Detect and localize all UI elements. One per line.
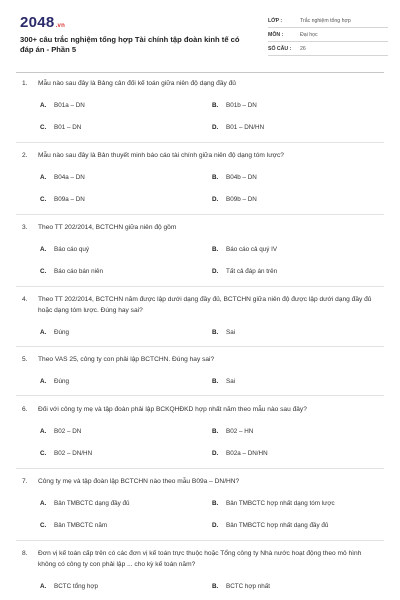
question-stem [22, 78, 378, 89]
answer-option-a[interactable] [40, 428, 81, 435]
question-number: 6. [22, 406, 28, 413]
question-divider [16, 468, 384, 469]
option-letter: B. [212, 500, 219, 507]
option-letter: D. [212, 450, 219, 457]
answer-option-d[interactable] [212, 522, 328, 529]
answer-option-c[interactable] [40, 522, 107, 529]
option-letter: B. [212, 378, 219, 385]
question-divider [16, 346, 384, 347]
answer-option-d[interactable] [212, 124, 264, 131]
option-text: Bản TMBCTC hợp nhất dạng tóm lược [226, 500, 335, 507]
question-stem [22, 294, 378, 316]
option-letter: B. [212, 428, 219, 435]
question-number: 3. [22, 224, 28, 231]
question-number: 8. [22, 550, 28, 557]
logo-suffix-text: .vn [55, 23, 66, 29]
answer-option-b[interactable] [212, 378, 235, 385]
option-letter: D. [212, 522, 219, 529]
option-letter: D. [212, 124, 219, 131]
option-text: B09a – DN [54, 196, 85, 203]
question-number: 2. [22, 152, 28, 159]
option-text: Báo cáo bán niên [54, 268, 104, 275]
option-letter: B. [212, 102, 219, 109]
option-text: Đúng [54, 378, 70, 385]
question-number: 4. [22, 296, 28, 303]
question-text: Theo TT 202/2014, BCTCHN năm được lập dưới dạng đầy đủ, BCTCHN giữa niên độ được lập dưới dạng đầy đủ hoặc dạng tóm lược. Đúng hay sai? [38, 296, 372, 314]
document-title: 300+ câu trắc nghiệm tổng hợp Tài chính tập đoàn kinh tế có đáp án - Phần 5 [20, 35, 240, 54]
option-text: B01b – DN [226, 102, 257, 109]
option-letter: A. [40, 102, 47, 109]
answer-option-a[interactable] [40, 329, 69, 336]
question-number: 1. [22, 80, 28, 87]
option-text: B01 – DN [54, 124, 82, 131]
answer-option-b[interactable] [212, 329, 235, 336]
question-stem [22, 476, 378, 487]
header-divider [16, 72, 384, 73]
question-divider [16, 540, 384, 541]
question-stem [22, 222, 378, 233]
option-letter: A. [40, 583, 47, 590]
option-text: B04a – DN [54, 174, 85, 181]
option-letter: C. [40, 268, 47, 275]
document-meta [268, 14, 388, 56]
answer-option-c[interactable] [40, 450, 92, 457]
answer-option-a[interactable] [40, 378, 69, 385]
answer-option-c[interactable] [40, 124, 81, 131]
option-letter: A. [40, 428, 47, 435]
question-stem [22, 404, 378, 415]
meta-value: 26 [300, 45, 306, 52]
option-letter: C. [40, 124, 47, 131]
question-text: Mẫu nào sau đây là Bảng cân đối kế toán giữa niên độ dạng đầy đủ [38, 80, 236, 87]
question-stem [22, 548, 378, 570]
option-text: BCTC hợp nhất [226, 583, 271, 590]
option-text: Tất cả đáp án trên [226, 268, 278, 275]
option-text: Sai [226, 329, 236, 336]
question-text: Theo TT 202/2014, BCTCHN giữa niên độ gồm [38, 224, 177, 231]
option-text: Báo cáo cả quý IV [226, 246, 278, 253]
question-stem [22, 354, 378, 365]
option-text: B02 – HN [226, 428, 254, 435]
question-divider [16, 395, 384, 396]
meta-row-class [268, 14, 388, 28]
question-number: 7. [22, 478, 28, 485]
question-text: Đơn vị kế toán cấp trên có các đơn vị kế toán trực thuộc hoặc Tổng công ty Nhà nước hoạt động theo mô hình không có công ty con phải lập ... cho kỳ kế toán năm? [38, 550, 362, 568]
meta-row-count [268, 42, 388, 56]
question-divider [16, 142, 384, 143]
meta-label: SỐ CÂU : [268, 45, 292, 52]
answer-option-b[interactable] [212, 583, 270, 590]
option-letter: D. [212, 196, 219, 203]
option-letter: D. [212, 268, 219, 275]
option-letter: B. [212, 583, 219, 590]
answer-option-a[interactable] [40, 500, 130, 507]
answer-option-b[interactable] [212, 500, 335, 507]
question-number: 5. [22, 356, 28, 363]
answer-option-a[interactable] [40, 102, 85, 109]
question-divider [16, 286, 384, 287]
meta-row-subject [268, 28, 388, 42]
question-text: Theo VAS 25, công ty con phải lập BCTCHN. Đúng hay sai? [38, 356, 215, 363]
answer-option-b[interactable] [212, 174, 257, 181]
question-text: Mẫu nào sau đây là Bản thuyết minh báo cáo tài chính giữa niên độ dạng tóm lược? [38, 152, 284, 159]
option-letter: B. [212, 329, 219, 336]
meta-label: MÔN : [268, 31, 284, 38]
answer-option-a[interactable] [40, 246, 89, 253]
answer-option-c[interactable] [40, 196, 85, 203]
answer-option-b[interactable] [212, 246, 277, 253]
option-letter: A. [40, 246, 47, 253]
option-letter: A. [40, 329, 47, 336]
answer-option-a[interactable] [40, 174, 85, 181]
meta-label: LỚP : [268, 17, 283, 24]
option-text: B02 – DN [54, 428, 82, 435]
option-letter: C. [40, 522, 47, 529]
option-letter: A. [40, 174, 47, 181]
answer-option-a[interactable] [40, 583, 98, 590]
meta-value: Đại học [300, 31, 318, 38]
option-text: B09b – DN [226, 196, 257, 203]
logo-main-text: 2048 [20, 14, 55, 31]
option-text: B01 – DN/HN [226, 124, 265, 131]
question-text: Đối với công ty mẹ và tập đoàn phải lập BCKQHĐKD hợp nhất năm theo mẫu nào sau đây? [38, 406, 307, 413]
question-stem [22, 150, 378, 161]
meta-value: Trắc nghiệm tổng hợp [300, 17, 351, 24]
answer-option-b[interactable] [212, 428, 253, 435]
question-text: Công ty mẹ và tập đoàn lập BCTCHN nào theo mẫu B09a – DN/HN? [38, 478, 240, 485]
answer-option-d[interactable] [212, 450, 268, 457]
option-text: B02a – DN/HN [226, 450, 268, 457]
answer-option-c[interactable] [40, 268, 103, 275]
option-text: Bản TMBCTC dạng đầy đủ [54, 500, 130, 507]
option-letter: C. [40, 196, 47, 203]
option-text: B01a – DN [54, 102, 85, 109]
site-logo[interactable] [20, 14, 65, 31]
option-text: Sai [226, 378, 236, 385]
option-text: Bản TMBCTC năm [54, 522, 108, 529]
option-text: Đúng [54, 329, 70, 336]
option-letter: B. [212, 246, 219, 253]
option-text: BCTC tổng hợp [54, 583, 99, 590]
answer-option-d[interactable] [212, 196, 257, 203]
document-header [16, 14, 384, 70]
answer-option-b[interactable] [212, 102, 257, 109]
option-letter: B. [212, 174, 219, 181]
option-letter: A. [40, 378, 47, 385]
option-text: B02 – DN/HN [54, 450, 93, 457]
option-letter: C. [40, 450, 47, 457]
option-text: Bản TMBCTC hợp nhất dạng đầy đủ [226, 522, 329, 529]
option-text: Báo cáo quý [54, 246, 90, 253]
question-divider [16, 214, 384, 215]
option-letter: A. [40, 500, 47, 507]
answer-option-d[interactable] [212, 268, 277, 275]
option-text: B04b – DN [226, 174, 257, 181]
